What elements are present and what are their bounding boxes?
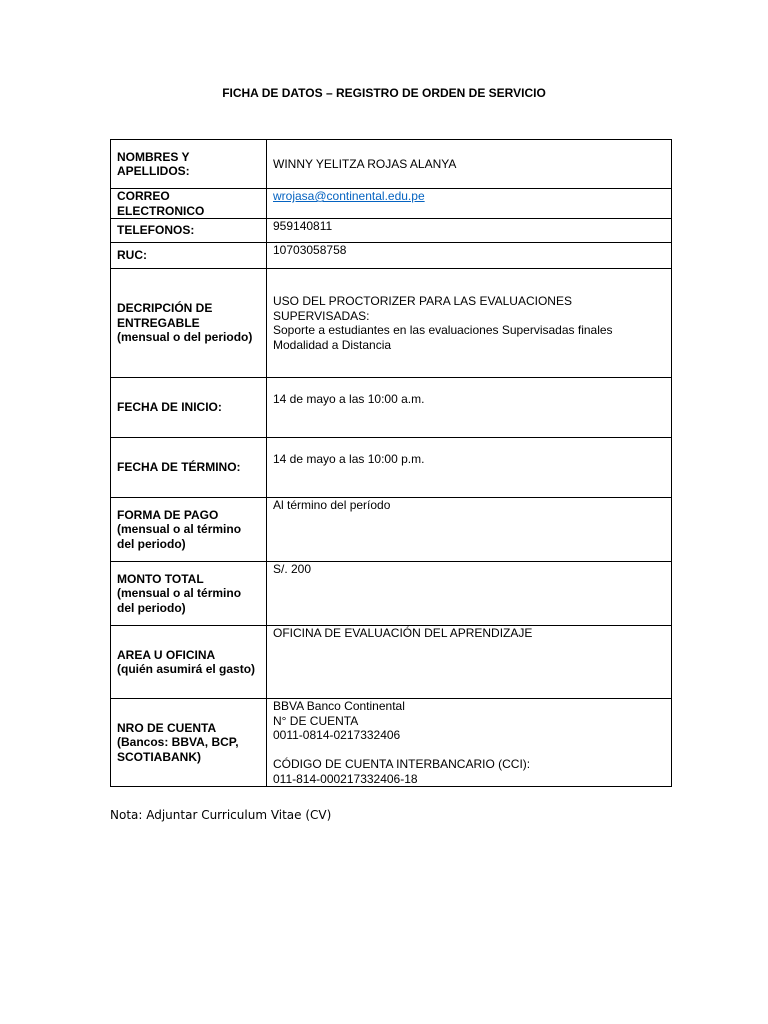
label-area: [111, 626, 267, 699]
service-order-form-table: [110, 139, 672, 787]
value-forma-pago: Al término del período: [267, 498, 672, 562]
value-ruc: 10703058758: [267, 243, 672, 269]
value-descripcion: [267, 269, 672, 378]
label-nombres: NOMBRES Y APELLIDOS:: [111, 140, 267, 189]
value-cuenta: [267, 699, 672, 787]
label-forma-pago-main: FORMA DE PAGO: [117, 507, 219, 522]
value-cuenta-cci-number: 011-814-000217332406-18: [273, 771, 418, 786]
table-row-forma-pago: [111, 498, 672, 562]
value-cuenta-bank: BBVA Banco Continental: [273, 699, 405, 713]
table-row-fecha-inicio: [111, 378, 672, 438]
label-cuenta-sub: (Bancos: BBVA, BCP, SCOTIABANK): [117, 735, 239, 764]
value-cuenta-account-number: 0011-0814-0217332406: [273, 728, 401, 742]
label-area-sub: (quién asumirá el gasto): [117, 662, 256, 676]
label-ruc: RUC:: [111, 243, 267, 269]
value-cuenta-cci-label: CÓDIGO DE CUENTA INTERBANCARIO (CCI):: [273, 757, 531, 771]
value-correo: [267, 189, 672, 219]
label-descripcion: [111, 269, 267, 378]
label-area-main: AREA U OFICINA: [117, 647, 216, 662]
value-cuenta-account-label: N° DE CUENTA: [273, 713, 359, 728]
table-row-monto-total: [111, 562, 672, 626]
value-cuenta-spacer: [273, 743, 665, 758]
table-row-descripcion: [111, 269, 672, 378]
value-telefonos: 959140811: [267, 219, 672, 243]
label-monto-total: [111, 562, 267, 626]
value-fecha-termino: 14 de mayo a las 10:00 p.m.: [267, 438, 672, 498]
page-title: FICHA DE DATOS – REGISTRO DE ORDEN DE SERVICIO: [222, 86, 546, 100]
table-row-cuenta: [111, 699, 672, 787]
label-cuenta-main: NRO DE CUENTA: [117, 720, 217, 735]
value-fecha-inicio: 14 de mayo a las 10:00 a.m.: [267, 378, 672, 438]
value-area: OFICINA DE EVALUACIÓN DEL APRENDIZAJE: [267, 626, 672, 699]
label-correo: CORREO ELECTRONICO: [111, 189, 267, 219]
label-fecha-inicio: FECHA DE INICIO:: [111, 378, 267, 438]
label-monto-total-main: MONTO TOTAL: [117, 571, 204, 586]
value-descripcion-line1: USO DEL PROCTORIZER PARA LAS EVALUACIONES SUPERVISADAS:: [273, 294, 572, 323]
label-fecha-termino: FECHA DE TÉRMINO:: [111, 438, 267, 498]
table-row-ruc: [111, 243, 672, 269]
table-row-fecha-termino: [111, 438, 672, 498]
table-row-nombres: [111, 140, 672, 189]
value-nombres: WINNY YELITZA ROJAS ALANYA: [267, 140, 672, 189]
email-link[interactable]: wrojasa@continental.edu.pe: [273, 189, 425, 203]
label-descripcion-main: DECRIPCIÓN DE ENTREGABLE: [117, 301, 213, 330]
label-cuenta: [111, 699, 267, 787]
value-monto-total: S/. 200: [267, 562, 672, 626]
label-monto-total-sub: (mensual o al término del periodo): [117, 586, 242, 615]
label-telefonos: TELEFONOS:: [111, 219, 267, 243]
table-row-correo: [111, 189, 672, 219]
footer-note: Nota: Adjuntar Curriculum Vitae (CV): [110, 808, 332, 822]
table-row-area: [111, 626, 672, 699]
label-descripcion-sub: (mensual o del periodo): [117, 330, 253, 345]
label-forma-pago: [111, 498, 267, 562]
value-descripcion-line2: Soporte a estudiantes en las evaluaciones Supervisadas finales Modalidad a Distancia: [273, 323, 613, 352]
table-row-telefonos: [111, 219, 672, 243]
label-forma-pago-sub: (mensual o al término del periodo): [117, 522, 242, 551]
